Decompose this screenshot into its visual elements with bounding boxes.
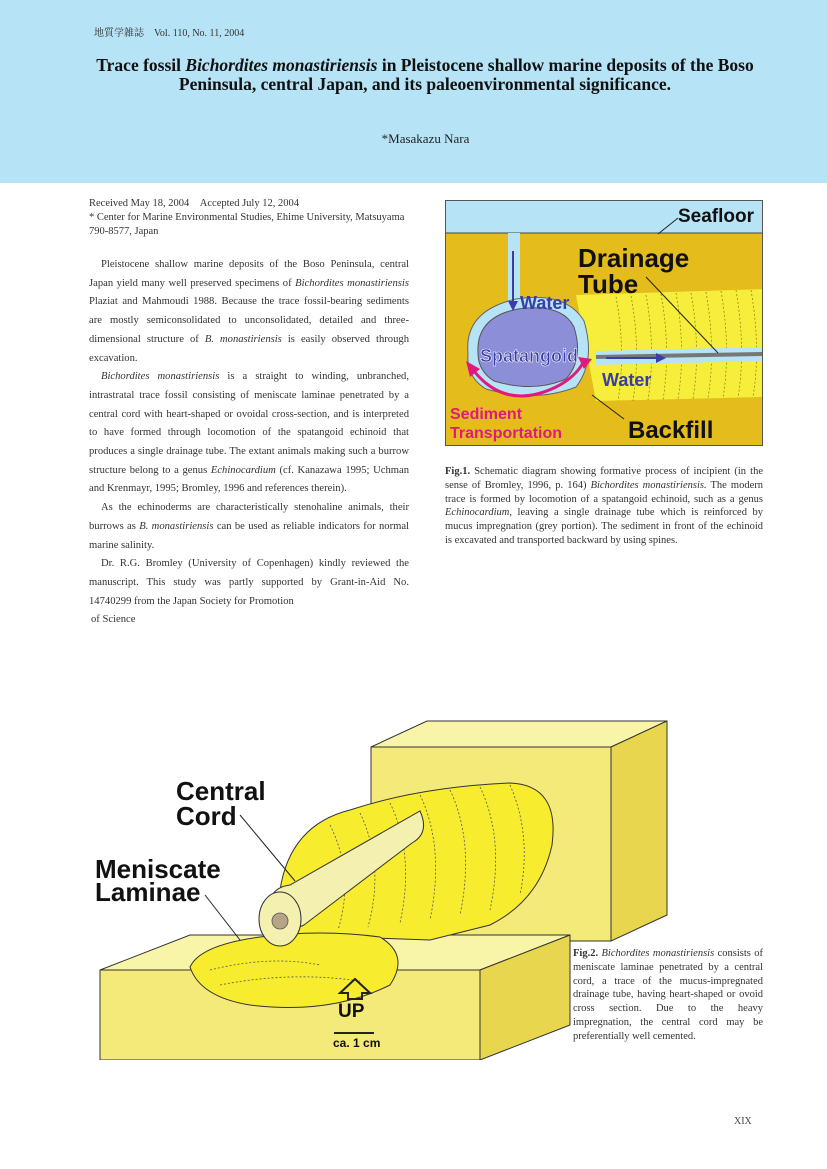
label-tube: Tube [578,269,639,299]
label-up: UP [338,1001,365,1022]
text-run: Dr. R.G. Bromley (University of Copenhagen) kindly reviewed the manuscript. This study was partly supported by Grant-in-Aid No. 14740299 from the Japan Society for Promotion [89,558,409,607]
page-number: XIX [734,1116,752,1127]
species-name: Bichordites monastiriensis [295,277,409,289]
species-name: B. monastiriensis [204,333,282,345]
abstract-paragraph [89,368,409,499]
received-dates: Received May 18, 2004 Accepted July 12, 2004 [89,198,299,209]
label-meniscate: Meniscate [95,854,221,884]
title-species: Bichordites monastiriensis [185,55,378,75]
text-run: (cf. Kanazawa 1995; Uchman and Krenmayr, 1995; Bromley, 1996 and references therein). [89,464,409,495]
journal-citation: 地質学雑誌 Vol. 110, No. 11, 2004 [94,28,245,39]
text-run: consists of meniscate laminae penetrated by a central cord, a trace of the mucus-impregnated drainage tube, having heart-shaped or ovoid cross section. Due to the heavy impregnation, the central cord may be preferentially well cemented. [573,948,763,1042]
abstract-text [89,256,409,630]
caption-label: Fig.2. [573,948,599,959]
acknowledgement-paragraph [89,555,409,630]
article-meta [89,197,414,239]
species-name: Bichordites monastiriensis [101,371,220,383]
text-run: The modern trace is formed by locomotion of a spatangoid echinoid, such as a genus [445,479,763,505]
text-run: Plaziat and Mahmoudi 1988. Because the trace fossil-bearing sediments are mostly semiconsolidated to unconsolidated, detailed and three-dimensional structure of [89,296,409,345]
title-post: in Pleistocene shallow marine deposits of the Boso Peninsula, central Japan, and its paleoenvironmental significance. [178,55,754,94]
text-run: of Science [91,614,136,626]
cord-core [272,913,288,929]
figure-1-svg [446,201,763,446]
label-laminae: Laminae [95,877,201,907]
text-run: Schematic diagram showing formative process of incipient (in the sense of Bromley, 1996, p. 164) [445,466,763,491]
species-name: Bichordites monastiriensis. [590,479,707,491]
figure-1-caption [445,465,763,548]
title-pre: Trace fossil [96,55,186,75]
text-run: , leaving a single drainage tube which is reinforced by mucus impregnation (grey portion). The sediment in front of the echinoid is excavated and transported backward by using spines. [445,507,763,546]
text-run: can be used as reliable indicators for normal marine salinity. [89,520,409,551]
author-affiliation: * Center for Marine Environmental Studies, Ehime University, Matsuyama 790-8577, Japan [89,212,405,237]
label-drainage: Drainage [578,243,690,273]
label-backfill: Backfill [628,417,714,444]
abstract-paragraph [89,499,409,555]
genus-name: Echinocardium [445,507,510,519]
text-run: As the echinoderms are characteristically stenohaline animals, their burrows as [89,502,409,532]
label-seafloor: Seafloor [678,206,755,227]
label-water-top: Water [520,293,570,313]
figure-2-caption [573,947,763,1044]
central-cord-leader [240,815,295,881]
block-right-side [611,721,667,941]
label-scale: ca. 1 cm [333,1036,381,1050]
genus-name: Echinocardium [210,464,276,476]
species-name: B. monastiriensis [139,520,214,532]
author-name: *Masakazu Nara [381,131,470,146]
paper-title [80,56,770,94]
text-run: Pleistocene shallow marine deposits of the Boso Peninsula, central Japan yield many well preserved specimens of [89,259,409,289]
meniscate-leader [205,895,240,940]
label-central: Central [176,776,266,806]
label-sediment: Sediment [450,406,523,423]
species-name: Bichordites monastiriensis [601,948,715,959]
label-cord: Cord [176,801,237,831]
label-spatangoid: Spatangoid [480,346,578,366]
caption-label: Fig.1. [445,466,471,477]
abstract-paragraph [89,256,409,368]
text-run: is a straight to winding, unbranched, intrastratal trace fossil consisting of meniscate laminae penetrated by a central cord with heart-shaped or ovoidal cross-section, and is interpreted to have formed through locomotion of the spatangoid echinoid that produces a single drainage tube. The extant animals making such a burrow structure belong to a genus [89,371,409,476]
text-run: is easily observed through excavation. [89,333,409,364]
label-transportation: Transportation [450,425,563,442]
figure-1-diagram [445,200,763,446]
label-water-bottom: Water [602,370,652,390]
